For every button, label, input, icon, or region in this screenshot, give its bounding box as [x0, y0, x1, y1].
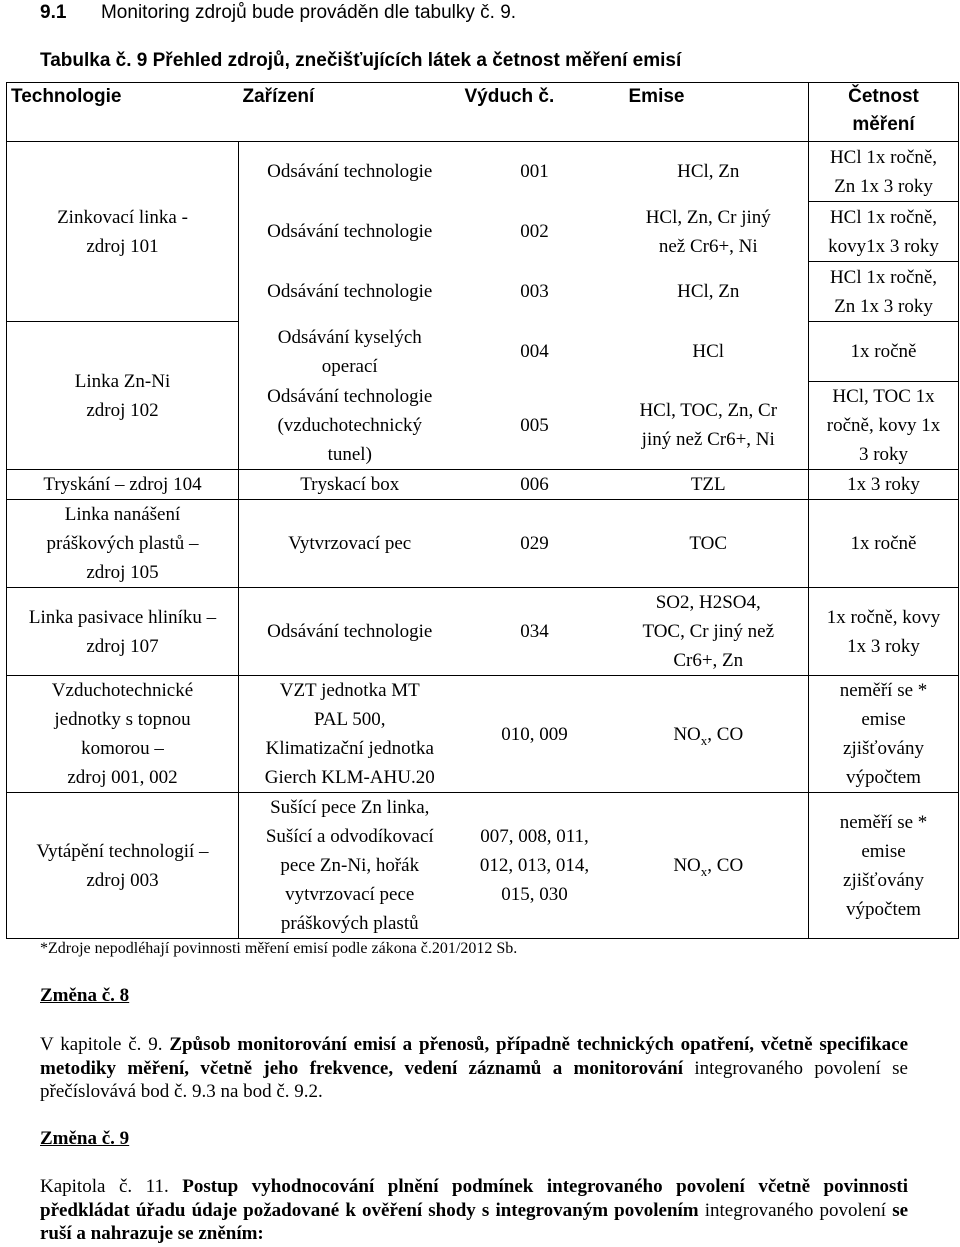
equip-cell: VZT jednotka MT PAL 500, Klimatizační jednotka Gierch KLM-AHU.20 — [239, 676, 461, 793]
emission-cell: $NO_x$, CO — [609, 793, 809, 939]
equip-cell: Odsávání technologie — [239, 588, 461, 676]
change9-bold: Postup vyhodnocování plnění podmínek integrovaného povolení včetně povinnosti předkládat úřadu údaje požadované k ověření shody s integrovaným povolením — [40, 1176, 909, 1221]
frequency-cell: neměří se * emise zjišťovány výpočtem — [809, 793, 959, 939]
frequency-cell: 1x ročně — [809, 322, 959, 382]
emission-cell: HCl, Zn, Cr jiný než Cr6+, Ni — [609, 202, 809, 262]
table-row — [7, 676, 959, 793]
outlet-cell: 004 — [520, 341, 549, 362]
header-vyduch: Výduch č. — [461, 83, 609, 142]
tech-cell: Linka nanášení práškových plastů – zdroj 105 — [7, 500, 239, 588]
header-technologie: Technologie — [7, 83, 239, 142]
emission-cell: TOC — [609, 500, 809, 588]
section-heading — [40, 2, 516, 24]
section-text: Monitoring zdrojů bude prováděn dle tabulky č. 9. — [100, 2, 517, 23]
frequency-cell: HCl 1x ročně, Zn 1x 3 roky — [809, 142, 959, 202]
change8-title: Změna č. 8 — [40, 985, 130, 1006]
table-row — [7, 142, 959, 202]
equip-cell: Odsávání technologie (vzduchotechnický tunel) — [239, 382, 461, 470]
table-row — [7, 588, 959, 676]
outlet-cell: 029 — [461, 500, 609, 588]
change9-tail: se ruší a nahrazuje se zněním: — [40, 1199, 909, 1244]
equip-cell: Odsávání technologie — [239, 202, 461, 262]
frequency-cell: 1x ročně — [809, 500, 959, 588]
tech-cell: Vzduchotechnické jednotky s topnou komorou – zdroj 001, 002 — [7, 676, 239, 793]
emission-cell: SO2, H2SO4, TOC, Cr jiný než Cr6+, Zn — [609, 588, 809, 676]
change8-lead: V kapitole č. 9. — [40, 1034, 163, 1055]
section-number: 9.1 — [40, 2, 67, 23]
frequency-cell: HCl 1x ročně, Zn 1x 3 roky — [809, 262, 959, 322]
change8-paragraph — [40, 1033, 908, 1104]
outlet-cell: 003 — [520, 281, 549, 302]
change9-rest: integrovaného povolení — [704, 1199, 887, 1221]
change9-lead: Kapitola č. 11. — [40, 1176, 169, 1197]
frequency-cell: 1x ročně, kovy 1x 3 roky — [809, 588, 959, 676]
table-row — [7, 322, 959, 382]
header-emise: Emise — [609, 83, 809, 142]
tech-cell: Tryskání – zdroj 104 — [7, 470, 239, 500]
change9-title: Změna č. 9 — [40, 1128, 130, 1149]
outlet-cell: 010, 009 — [461, 676, 609, 793]
table-caption: Tabulka č. 9 Přehled zdrojů, znečišťujících látek a četnost měření emisí — [40, 50, 682, 71]
tech-cell: Linka Zn-Ni zdroj 102 — [7, 322, 239, 470]
equip-cell: Tryskací box — [239, 470, 461, 500]
header-cetnost: Četnost měření — [809, 83, 959, 142]
equip-cell: Sušící pece Zn linka, Sušící a odvodíkovací pece Zn-Ni, hořák vytvrzovací pece práškových plastů — [239, 793, 461, 939]
emission-cell: HCl — [609, 322, 809, 382]
table-row — [7, 793, 959, 939]
equip-cell: Odsávání kyselých operací — [239, 322, 461, 382]
outlet-cell: 002 — [520, 221, 549, 242]
change8-rest: integrovaného povolení se přečíslovává bod č. 9.3 na bod č. 9.2. — [40, 1057, 908, 1102]
emission-cell: HCl, Zn — [609, 142, 809, 202]
table-header-row — [7, 83, 959, 142]
frequency-cell: 1x 3 roky — [809, 470, 959, 500]
change8-bold: Způsob monitorování emisí a přenosů, případně technických opatření, včetně specifikace metodiky měření, včetně jeho frekvence, vedení záznamů a monitorování — [40, 1034, 909, 1079]
tech-cell: Vytápění technologií – zdroj 003 — [7, 793, 239, 939]
emission-cell: $NO_x$, CO — [609, 676, 809, 793]
emissions-table — [6, 82, 959, 939]
emission-cell: TZL — [609, 470, 809, 500]
outlet-cell: 007, 008, 011, 012, 013, 014, 015, 030 — [461, 793, 609, 939]
table-row — [7, 470, 959, 500]
tech-cell: Linka pasivace hliníku – zdroj 107 — [7, 588, 239, 676]
footnote: *Zdroje nepodléhají povinnosti měření emisí podle zákona č.201/2012 Sb. — [40, 940, 518, 957]
outlet-cell: 005 — [461, 382, 609, 470]
outlet-cell: 001 — [461, 142, 609, 202]
frequency-cell: neměří se * emise zjišťovány výpočtem — [809, 676, 959, 793]
change9-paragraph — [40, 1175, 908, 1246]
table-row — [7, 500, 959, 588]
emission-cell: HCl, TOC, Zn, Cr jiný než Cr6+, Ni — [609, 382, 809, 470]
emission-cell: HCl, Zn — [609, 262, 809, 322]
equip-cell: Odsávání technologie — [239, 142, 461, 202]
outlet-cell: 006 — [461, 470, 609, 500]
equip-cell: Vytvrzovací pec — [239, 500, 461, 588]
frequency-cell: HCl, TOC 1x ročně, kovy 1x 3 roky — [809, 382, 959, 470]
tech-cell: Zinkovací linka - zdroj 101 — [7, 142, 239, 322]
frequency-cell: HCl 1x ročně, kovy1x 3 roky — [809, 202, 959, 262]
outlet-cell: 034 — [461, 588, 609, 676]
header-zarizeni: Zařízení — [239, 83, 461, 142]
equip-cell: Odsávání technologie — [239, 262, 461, 322]
